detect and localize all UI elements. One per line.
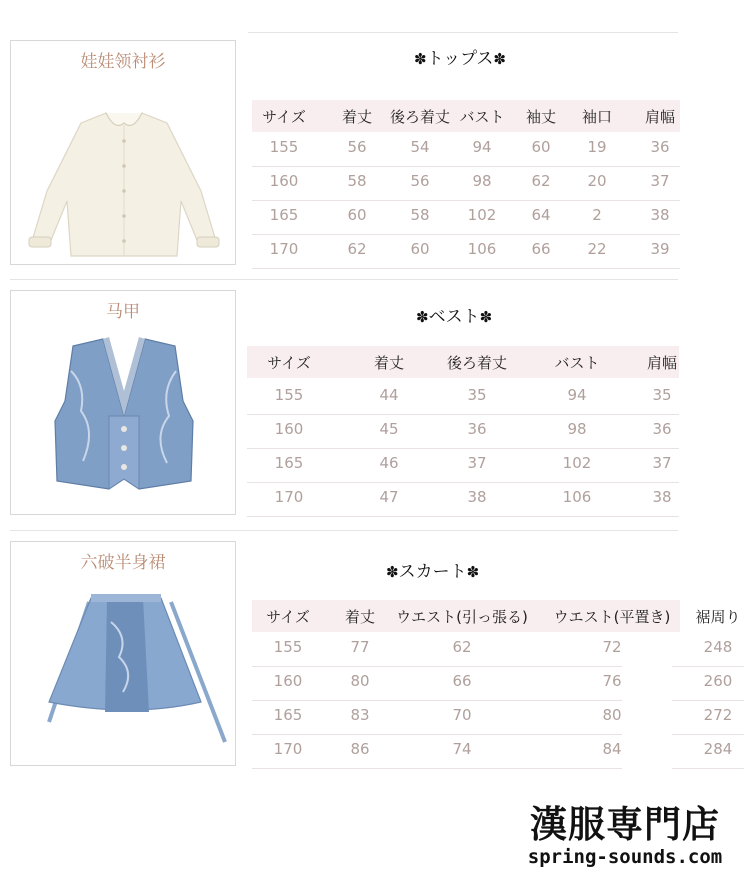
tops-size-table bbox=[252, 100, 680, 266]
table-cell: 44 bbox=[379, 386, 399, 404]
table-cell: 155 bbox=[274, 386, 304, 404]
divider-2 bbox=[10, 530, 678, 531]
shop-url: spring-sounds.com bbox=[527, 846, 723, 868]
row-divider bbox=[672, 700, 744, 701]
column-header: 肩幅 bbox=[646, 354, 678, 372]
table-cell: 165 bbox=[269, 206, 299, 224]
column-header: 裾周り bbox=[695, 608, 741, 626]
table-cell: 60 bbox=[410, 240, 430, 258]
skirt-caption: 六破半身裙 bbox=[80, 553, 166, 573]
table-cell: 62 bbox=[531, 172, 551, 190]
top-divider bbox=[248, 32, 678, 33]
table-cell: 36 bbox=[467, 420, 487, 438]
table-cell: 60 bbox=[531, 138, 551, 156]
table-cell: 248 bbox=[703, 638, 733, 656]
blouse-image bbox=[11, 41, 237, 266]
vest-image bbox=[11, 291, 237, 516]
column-header: 着丈 bbox=[373, 354, 405, 372]
vest-caption: 马甲 bbox=[106, 302, 140, 322]
table-cell: 35 bbox=[652, 386, 672, 404]
column-header: 袖丈 bbox=[525, 108, 557, 126]
table-cell: 170 bbox=[274, 488, 304, 506]
column-header: 着丈 bbox=[344, 608, 376, 626]
row-divider bbox=[252, 768, 622, 769]
tops-title-text: トップス bbox=[426, 49, 494, 69]
star-icon: ✽ bbox=[479, 308, 493, 326]
table-cell: 94 bbox=[472, 138, 492, 156]
column-header: 袖口 bbox=[581, 108, 613, 126]
vest-title-text: ベスト bbox=[428, 307, 480, 327]
table-cell: 60 bbox=[347, 206, 367, 224]
column-header: ウエスト(平置き) bbox=[553, 608, 671, 626]
column-header: サイズ bbox=[266, 608, 310, 626]
column-header: バスト bbox=[459, 108, 505, 126]
table-cell: 94 bbox=[567, 386, 587, 404]
row-divider bbox=[672, 734, 744, 735]
tops-title bbox=[414, 44, 506, 69]
table-cell: 46 bbox=[379, 454, 399, 472]
table-cell: 102 bbox=[467, 206, 497, 224]
skirt-image bbox=[11, 542, 237, 767]
table-cell: 76 bbox=[602, 672, 622, 690]
column-header: 着丈 bbox=[341, 108, 373, 126]
table-cell: 170 bbox=[269, 240, 299, 258]
table-cell: 47 bbox=[379, 488, 399, 506]
skirt-title bbox=[386, 557, 479, 582]
table-cell: 66 bbox=[452, 672, 472, 690]
row-divider bbox=[672, 768, 744, 769]
blouse-photo bbox=[10, 40, 236, 265]
table-cell: 37 bbox=[650, 172, 670, 190]
column-header: バスト bbox=[554, 354, 600, 372]
table-cell: 155 bbox=[273, 638, 303, 656]
skirt-title-text: スカート bbox=[398, 562, 467, 582]
row-divider bbox=[252, 268, 680, 269]
column-header: ウエスト(引っ張る) bbox=[396, 608, 528, 626]
table-cell: 20 bbox=[587, 172, 607, 190]
row-divider bbox=[247, 448, 679, 449]
table-cell: 102 bbox=[562, 454, 592, 472]
table-cell: 84 bbox=[602, 740, 622, 758]
table-cell: 58 bbox=[410, 206, 430, 224]
vest-photo bbox=[10, 290, 236, 515]
table-cell: 106 bbox=[562, 488, 592, 506]
table-cell: 19 bbox=[587, 138, 607, 156]
shop-logo-text: 漢服専門店 bbox=[530, 803, 720, 846]
skirt-size-table bbox=[252, 600, 744, 770]
table-cell: 160 bbox=[273, 672, 303, 690]
table-cell: 72 bbox=[602, 638, 622, 656]
table-cell: 260 bbox=[703, 672, 733, 690]
divider-1 bbox=[10, 279, 678, 280]
table-cell: 80 bbox=[350, 672, 370, 690]
star-icon: ✽ bbox=[493, 50, 506, 68]
table-cell: 38 bbox=[650, 206, 670, 224]
table-cell: 56 bbox=[410, 172, 430, 190]
vest-title bbox=[416, 302, 492, 327]
table-cell: 98 bbox=[567, 420, 587, 438]
table-cell: 36 bbox=[650, 138, 670, 156]
table-cell: 22 bbox=[587, 240, 607, 258]
column-header: サイズ bbox=[267, 354, 311, 372]
column-header: サイズ bbox=[262, 108, 306, 126]
table-cell: 86 bbox=[350, 740, 370, 758]
table-cell: 284 bbox=[703, 740, 733, 758]
star-icon: ✽ bbox=[466, 563, 480, 581]
table-cell: 165 bbox=[273, 706, 303, 724]
table-cell: 58 bbox=[347, 172, 367, 190]
row-divider bbox=[252, 734, 622, 735]
row-divider bbox=[247, 482, 679, 483]
table-cell: 38 bbox=[652, 488, 672, 506]
table-cell: 37 bbox=[652, 454, 672, 472]
blouse-caption: 娃娃领衬衫 bbox=[80, 52, 166, 72]
table-cell: 165 bbox=[274, 454, 304, 472]
table-cell: 160 bbox=[274, 420, 304, 438]
table-cell: 66 bbox=[531, 240, 551, 258]
row-divider bbox=[247, 414, 679, 415]
column-header: 後ろ着丈 bbox=[446, 354, 508, 372]
table-cell: 37 bbox=[467, 454, 487, 472]
star-icon: ✽ bbox=[414, 50, 427, 68]
table-cell: 98 bbox=[472, 172, 492, 190]
table-cell: 54 bbox=[410, 138, 430, 156]
table-cell: 272 bbox=[703, 706, 733, 724]
table-cell: 2 bbox=[592, 206, 602, 224]
table-cell: 35 bbox=[467, 386, 487, 404]
table-cell: 56 bbox=[347, 138, 367, 156]
vest-size-table bbox=[247, 346, 679, 518]
row-divider bbox=[252, 234, 680, 235]
row-divider bbox=[247, 516, 679, 517]
row-divider bbox=[252, 666, 622, 667]
table-cell: 45 bbox=[379, 420, 399, 438]
table-cell: 39 bbox=[650, 240, 670, 258]
column-header: 後ろ着丈 bbox=[389, 108, 451, 126]
row-divider bbox=[252, 200, 680, 201]
table-cell: 77 bbox=[350, 638, 370, 656]
table-cell: 38 bbox=[467, 488, 487, 506]
star-icon: ✽ bbox=[386, 563, 399, 581]
shop-logo bbox=[505, 805, 745, 869]
table-cell: 64 bbox=[531, 206, 551, 224]
row-divider bbox=[672, 666, 744, 667]
column-header: 肩幅 bbox=[644, 108, 676, 126]
skirt-photo bbox=[10, 541, 236, 766]
table-cell: 160 bbox=[269, 172, 299, 190]
table-cell: 80 bbox=[602, 706, 622, 724]
table-cell: 170 bbox=[273, 740, 303, 758]
table-cell: 83 bbox=[350, 706, 370, 724]
table-cell: 62 bbox=[347, 240, 367, 258]
star-icon: ✽ bbox=[416, 308, 429, 326]
row-divider bbox=[252, 166, 680, 167]
table-cell: 106 bbox=[467, 240, 497, 258]
table-cell: 62 bbox=[452, 638, 472, 656]
table-cell: 36 bbox=[652, 420, 672, 438]
row-divider bbox=[252, 700, 622, 701]
table-cell: 70 bbox=[452, 706, 472, 724]
table-cell: 74 bbox=[452, 740, 472, 758]
table-cell: 155 bbox=[269, 138, 299, 156]
